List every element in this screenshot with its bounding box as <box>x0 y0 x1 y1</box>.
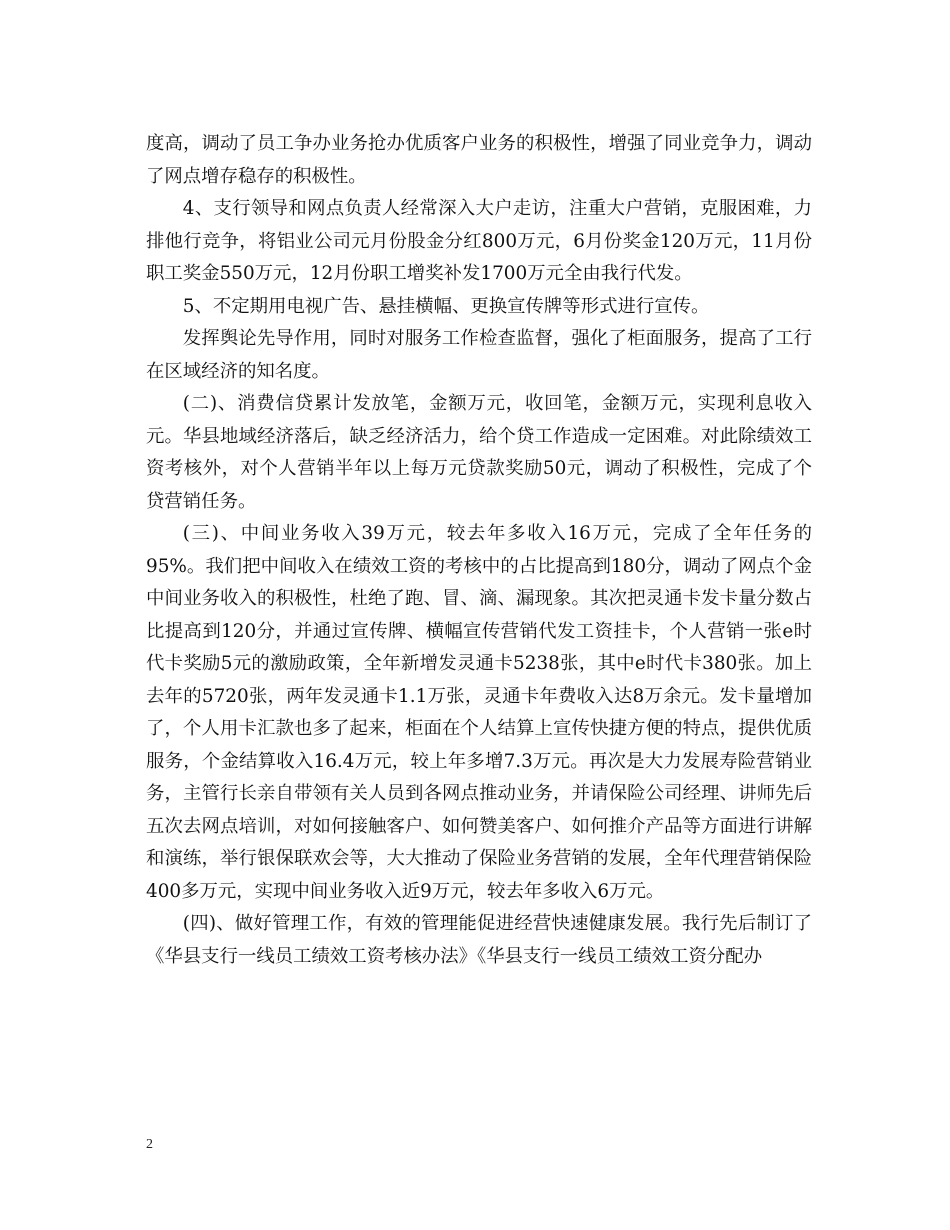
paragraph-4: 发挥舆论先导作用，同时对服务工作检查监督，强化了柜面服务，提高了工行在区域经济的知名度。 <box>146 328 812 382</box>
document-body <box>146 128 812 973</box>
page-number: 2 <box>146 1137 153 1152</box>
paragraph-6: (三)、中间业务收入39万元，较去年多收入16万元，完成了全年任务的95%。我们把中间收入在绩效工资的考核中的占比提高到180分，调动了网点个金中间业务收入的积极性，杜绝了跑、冒、滴、漏现象。其次把灵通卡发卡量分数占比提高到120分，并通过宣传牌、横幅宣传营销代发工资挂卡，个人营销一张e时代卡奖励5元的激励政策，全年新增发灵通卡5238张，其中e时代卡380张。加上去年的5720张，两年发灵通卡1.1万张，灵通卡年费收入达8万余元。发卡量增加了，个人用卡汇款也多了起来，柜面在个人结算上宣传快捷方便的特点，提供优质服务，个金结算收入16.4万元，较上年多增7.3万元。再次是大力发展寿险营销业务，主管行长亲自带领有关人员到各网点推动业务，并请保险公司经理、讲师先后五次去网点培训，对如何接触客户、如何赞美客户、如何推介产品等方面进行讲解和演练，举行银保联欢会等，大大推动了保险业务营销的发展，全年代理营销保险400多万元，实现中间业务收入近9万元，较去年多收入6万元。 <box>146 523 812 902</box>
paragraph-7: (四)、做好管理工作，有效的管理能促进经营快速健康发展。我行先后制订了《华县支行一线员工绩效工资考核办法》《华县支行一线员工绩效工资分配办 <box>146 913 812 967</box>
paragraph-5: (二)、消费信贷累计发放笔，金额万元，收回笔，金额万元，实现利息收入元。华县地域经济落后，缺乏经济活力，给个贷工作造成一定困难。对此除绩效工资考核外，对个人营销半年以上每万元贷款奖励50元，调动了积极性，完成了个贷营销任务。 <box>146 393 812 512</box>
paragraph-2: 4、支行领导和网点负责人经常深入大户走访，注重大户营销，克服困难，力排他行竞争，将铝业公司元月份股金分红800万元，6月份奖金120万元，11月份职工奖金550万元，12月份职工增奖补发1700万元全由我行代发。 <box>146 198 812 284</box>
paragraph-1: 度高，调动了员工争办业务抢办优质客户业务的积极性，增强了同业竞争力，调动了网点增存稳存的积极性。 <box>146 133 812 187</box>
paragraph-3: 5、不定期用电视广告、悬挂横幅、更换宣传牌等形式进行宣传。 <box>182 295 710 317</box>
